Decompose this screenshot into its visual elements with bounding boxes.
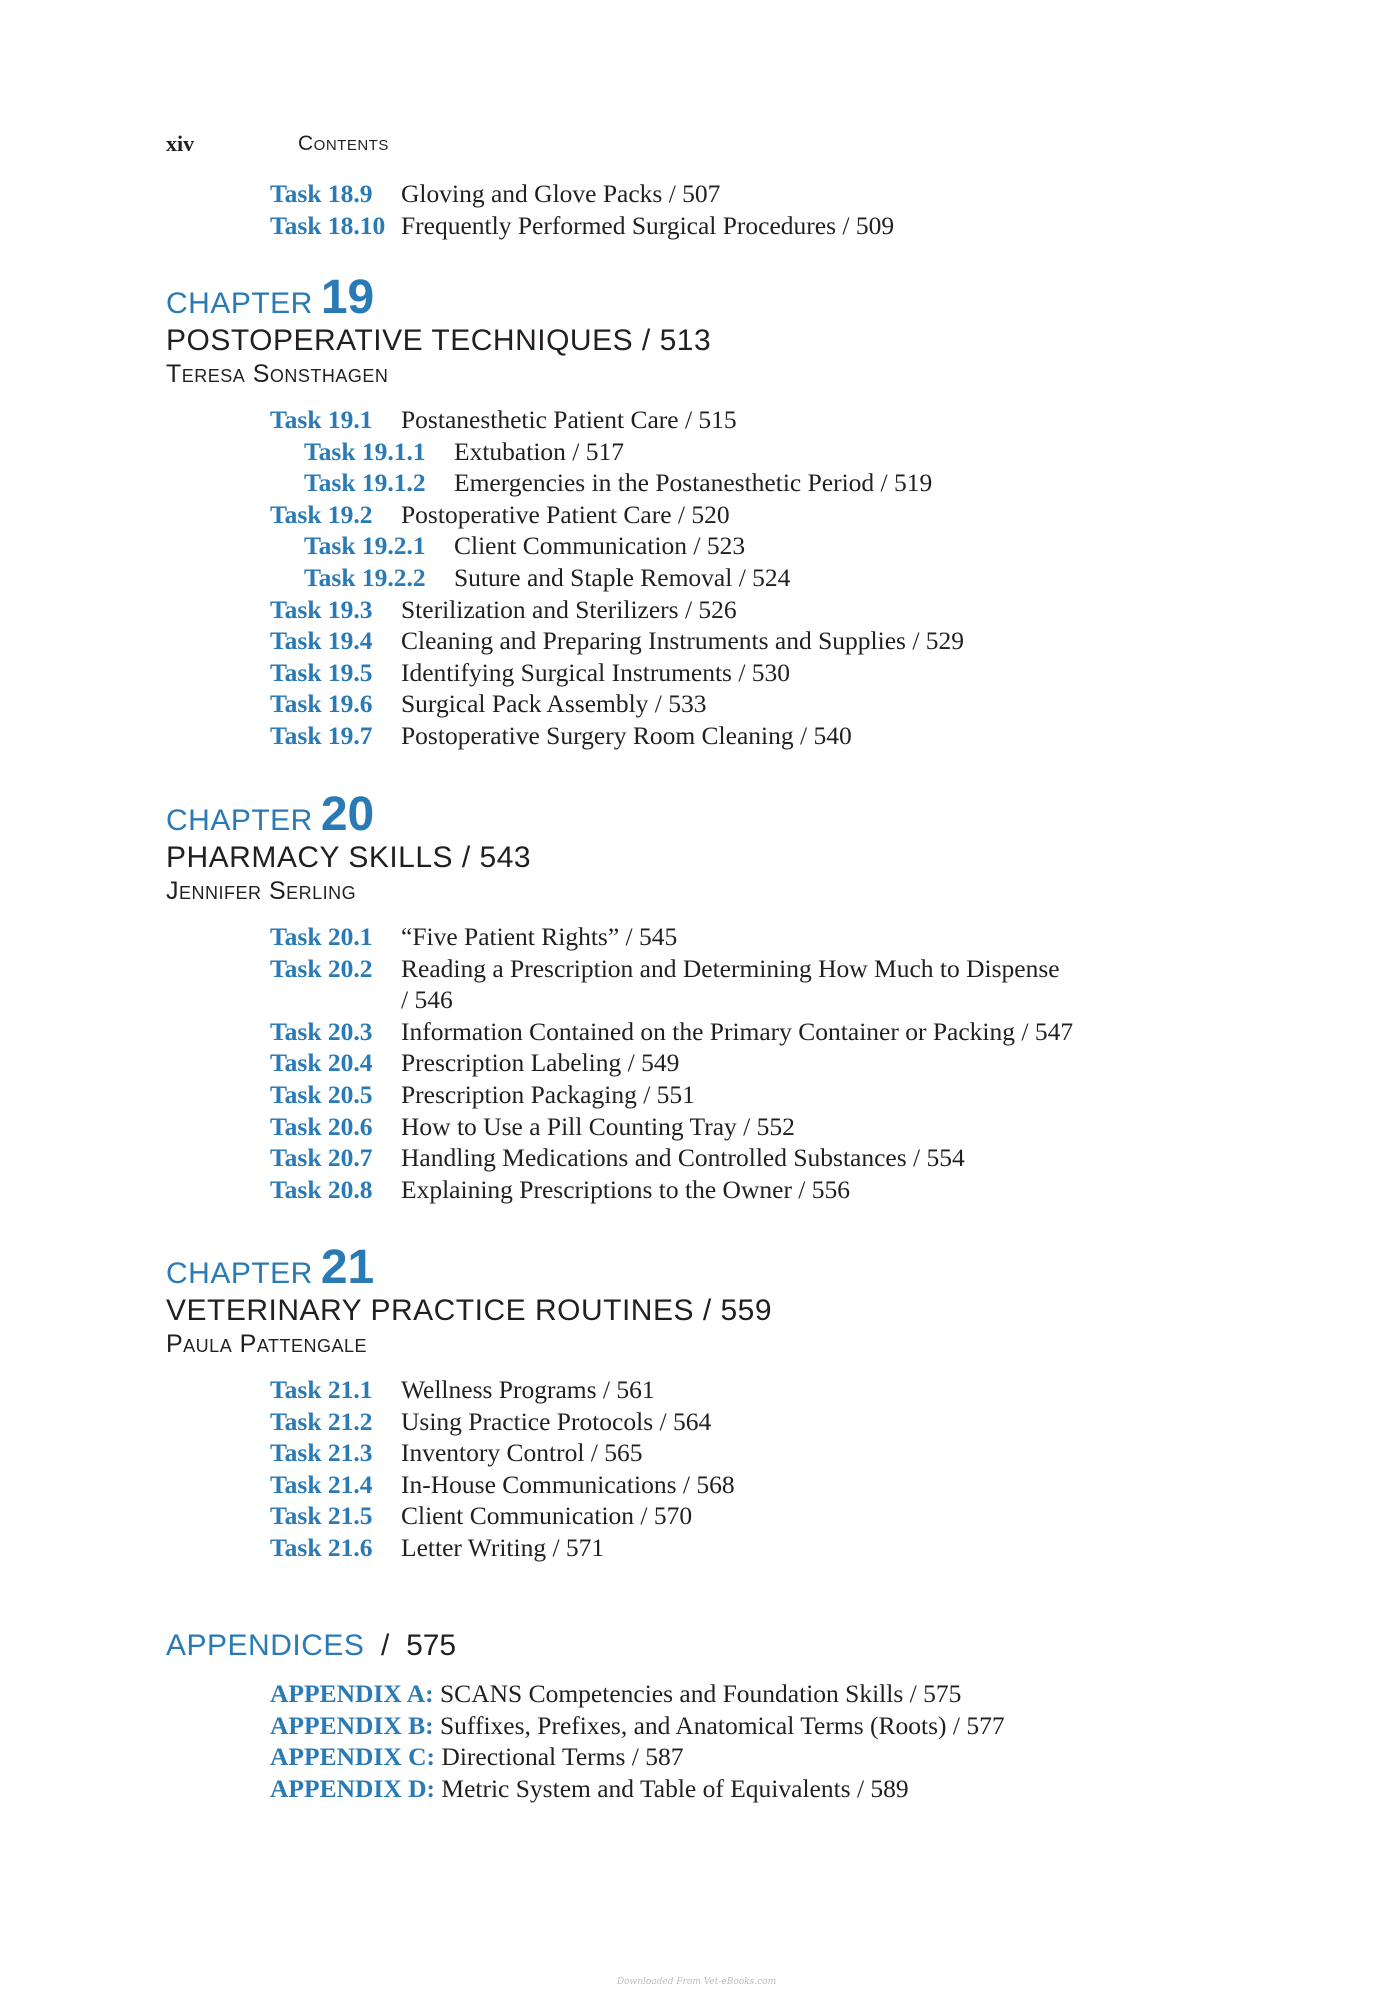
- task-list: [166, 921, 1353, 1205]
- toc-subentry[interactable]: [166, 562, 1353, 594]
- task-number: Task 20.6: [270, 1111, 373, 1141]
- task-list: [166, 404, 1353, 752]
- chapter-title[interactable]: VETERINARY PRACTICE ROUTINES / 559: [166, 1294, 773, 1327]
- task-title: Surgical Pack Assembly / 533: [401, 689, 707, 719]
- task-title: “Five Patient Rights” / 545: [401, 922, 678, 951]
- toc-entry[interactable]: [166, 921, 1353, 953]
- toc-entry[interactable]: [166, 1500, 1353, 1532]
- appendix-entry[interactable]: [166, 1773, 1353, 1805]
- chapter-title[interactable]: POSTOPERATIVE TECHNIQUES / 513: [166, 324, 712, 357]
- task-title: Postanesthetic Patient Care / 515: [401, 405, 737, 434]
- chapter-19: [166, 271, 1353, 752]
- task-title: How to Use a Pill Counting Tray / 552: [401, 1111, 795, 1141]
- task-title: Extubation / 517: [454, 436, 624, 466]
- task-title: Prescription Labeling / 549: [401, 1048, 680, 1078]
- task-number: Task 19.4: [270, 626, 373, 656]
- task-title: Suture and Staple Removal / 524: [454, 562, 791, 592]
- task-number: Task 21.5: [270, 1501, 373, 1531]
- task-number: Task 21.4: [270, 1469, 373, 1499]
- toc-entry[interactable]: [166, 720, 1353, 752]
- task-number: Task 19.1.1: [304, 436, 426, 466]
- task-number: Task 20.7: [270, 1143, 373, 1173]
- toc-entry[interactable]: [166, 499, 1353, 531]
- chapter-author: Paula Pattengale: [166, 1330, 368, 1358]
- task-title: Client Communication / 570: [401, 1501, 693, 1531]
- toc-entry[interactable]: [166, 1016, 1353, 1048]
- chapter-author: Jennifer Serling: [166, 877, 357, 905]
- appendix-title: Suffixes, Prefixes, and Anatomical Terms (Roots) / 577: [440, 1710, 1005, 1740]
- task-title: Gloving and Glove Packs / 507: [401, 179, 721, 208]
- task-number: Task 19.6: [270, 689, 373, 719]
- task-title: Client Communication / 523: [454, 531, 746, 561]
- running-head-title: Contents: [298, 132, 389, 155]
- task-number: Task 20.5: [270, 1079, 373, 1109]
- carry-over-tasks: [166, 178, 1353, 241]
- chapter-title[interactable]: PHARMACY SKILLS / 543: [166, 841, 532, 874]
- task-number: Task 19.5: [270, 657, 373, 687]
- task-number: Task 19.1.2: [304, 468, 426, 498]
- chapter-label: [166, 271, 1353, 324]
- appendices-heading[interactable]: [166, 1628, 1353, 1664]
- toc-subentry[interactable]: [166, 530, 1353, 562]
- toc-entry[interactable]: [166, 625, 1353, 657]
- task-title: Sterilization and Sterilizers / 526: [401, 594, 737, 624]
- task-number: Task 20.4: [270, 1048, 373, 1078]
- toc-entry[interactable]: [166, 657, 1353, 689]
- appendices-section: [166, 1628, 1353, 1804]
- task-title: Inventory Control / 565: [401, 1438, 643, 1468]
- task-number: Task 19.2: [270, 499, 373, 529]
- chapter-word: CHAPTER: [166, 1257, 313, 1290]
- task-title: Using Practice Protocols / 564: [401, 1406, 712, 1436]
- chapter-20: [166, 788, 1353, 1205]
- task-title: Handling Medications and Controlled Substances / 554: [401, 1143, 965, 1173]
- task-title: Explaining Prescriptions to the Owner / 556: [401, 1174, 851, 1204]
- task-number: Task 18.9: [270, 179, 373, 208]
- task-title: Emergencies in the Postanesthetic Period / 519: [454, 468, 933, 498]
- appendix-title: Directional Terms / 587: [441, 1742, 684, 1772]
- task-title: Postoperative Surgery Room Cleaning / 540: [401, 720, 852, 750]
- task-number: Task 20.8: [270, 1174, 373, 1204]
- appendix-title: SCANS Competencies and Foundation Skills / 575: [440, 1679, 962, 1708]
- task-title: Letter Writing / 571: [401, 1532, 605, 1562]
- task-number: Task 19.7: [270, 720, 373, 750]
- toc-entry[interactable]: [166, 953, 1353, 1016]
- task-number: Task 19.2.1: [304, 531, 426, 561]
- appendix-entry[interactable]: [166, 1678, 1353, 1710]
- chapter-21: [166, 1241, 1353, 1564]
- toc-entry[interactable]: [166, 688, 1353, 720]
- running-head: [166, 131, 389, 157]
- toc-entry[interactable]: [166, 210, 1353, 242]
- task-number: Task 19.3: [270, 594, 373, 624]
- appendix-label: APPENDIX C:: [270, 1742, 436, 1772]
- appendices-label: APPENDICES: [166, 1629, 365, 1662]
- chapter-word: CHAPTER: [166, 804, 313, 837]
- task-number: Task 19.1: [270, 405, 373, 434]
- toc-entry[interactable]: [166, 1469, 1353, 1501]
- task-title: Reading a Prescription and Determining How Much to Dispense / 546: [401, 953, 1060, 1015]
- task-list: [166, 1374, 1353, 1564]
- chapter-number: 19: [320, 271, 375, 324]
- toc-entry[interactable]: [166, 1047, 1353, 1079]
- chapter-label: [166, 1241, 1353, 1294]
- chapter-number: 20: [320, 788, 375, 841]
- task-number: Task 20.2: [270, 953, 373, 983]
- task-title: In-House Communications / 568: [401, 1469, 735, 1499]
- toc-entry[interactable]: [166, 1111, 1353, 1143]
- toc-entry[interactable]: [166, 1142, 1353, 1174]
- chapter-label: [166, 788, 1353, 841]
- appendix-label: APPENDIX B:: [270, 1710, 434, 1740]
- appendix-label: APPENDIX A:: [270, 1679, 434, 1708]
- task-number: Task 21.1: [270, 1375, 373, 1404]
- toc-subentry[interactable]: [166, 436, 1353, 468]
- task-number: Task 21.2: [270, 1406, 373, 1436]
- task-number: Task 20.3: [270, 1016, 373, 1046]
- toc-entry[interactable]: [166, 594, 1353, 626]
- toc-subentry[interactable]: [166, 467, 1353, 499]
- appendix-entry[interactable]: [166, 1741, 1353, 1773]
- appendix-entry[interactable]: [166, 1710, 1353, 1742]
- chapter-word: CHAPTER: [166, 287, 313, 320]
- task-number: Task 21.6: [270, 1532, 373, 1562]
- toc-entry[interactable]: [166, 1532, 1353, 1564]
- toc-entry[interactable]: [166, 404, 1353, 436]
- toc-entry[interactable]: [166, 1174, 1353, 1206]
- task-title: Postoperative Patient Care / 520: [401, 499, 730, 529]
- page-number: xiv: [166, 131, 195, 156]
- task-title: Information Contained on the Primary Container or Packing / 547: [401, 1016, 1074, 1046]
- task-number: Task 20.1: [270, 922, 373, 951]
- toc-entry[interactable]: [166, 178, 1353, 210]
- task-title: Cleaning and Preparing Instruments and Supplies / 529: [401, 626, 965, 656]
- chapter-number: 21: [320, 1241, 375, 1294]
- toc-entry[interactable]: [166, 1374, 1353, 1406]
- chapter-author: Teresa Sonsthagen: [166, 360, 389, 388]
- task-title: Wellness Programs / 561: [401, 1375, 655, 1404]
- task-number: Task 21.3: [270, 1438, 373, 1468]
- appendix-title: Metric System and Table of Equivalents / 589: [441, 1773, 909, 1803]
- toc-entry[interactable]: [166, 1437, 1353, 1469]
- appendix-label: APPENDIX D:: [270, 1773, 436, 1803]
- task-title: Identifying Surgical Instruments / 530: [401, 657, 791, 687]
- task-number: Task 18.10: [270, 210, 386, 240]
- task-number: Task 19.2.2: [304, 562, 426, 592]
- download-watermark: Downloaded From Vet-eBooks.com: [616, 1977, 777, 1987]
- task-title: Frequently Performed Surgical Procedures / 509: [401, 210, 895, 240]
- appendices-page: / 575: [364, 1629, 457, 1662]
- toc-entry[interactable]: [166, 1406, 1353, 1438]
- toc-entry[interactable]: [166, 1079, 1353, 1111]
- task-title: Prescription Packaging / 551: [401, 1079, 695, 1109]
